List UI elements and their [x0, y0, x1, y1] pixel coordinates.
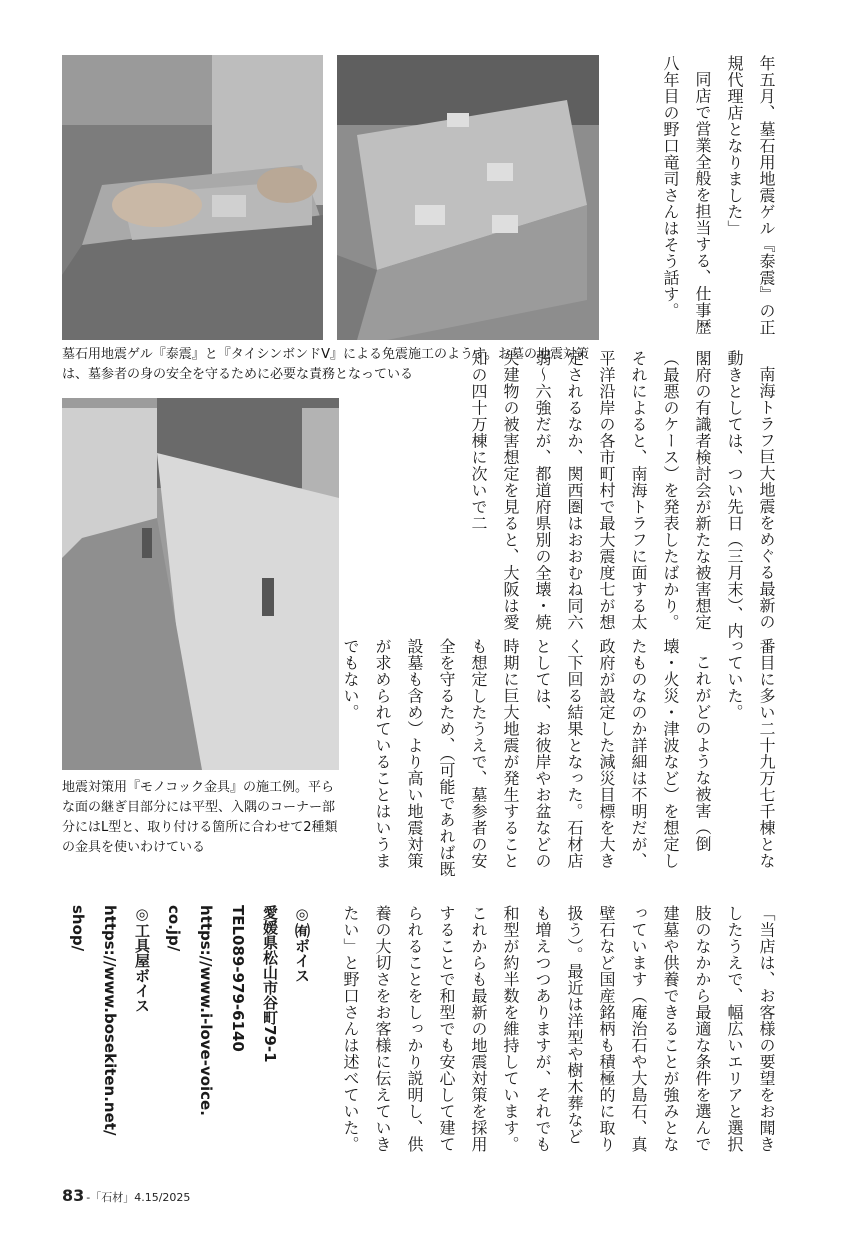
- shop-link-cont[interactable]: shop/: [69, 905, 87, 952]
- page-footer: [62, 1186, 190, 1205]
- phone-number: TEL089-979-6140: [229, 905, 247, 1052]
- paragraph: 年五月、墓石用地震ゲル『泰震』の正規代理店となりました」: [725, 55, 776, 336]
- address: 愛媛県松山市谷町79-1: [261, 905, 279, 1063]
- article-text-top: [604, 55, 782, 343]
- company-name: ◎㈲ボイス: [293, 905, 311, 983]
- website-link[interactable]: https://www.i-love-voice.: [197, 905, 215, 1116]
- paragraph: 南海トラフ巨大地震をめぐる最新の動きとしては、つい先日（三月末）、内閣府の有識者検討会が新たな被害想定（最悪のケース）を発表したばかり。それによると、南海トラフに面する太平洋沿岸の各市町村で最大震度七が想定されるなか、関西圏はおおむね同六弱〜六強だが、都道府県別の全壊・焼失建物の被害想定を見ると、大阪は愛知の四十万棟に次いで二: [469, 350, 776, 639]
- magazine-issue: -「石材」4.15/2025: [86, 1191, 191, 1204]
- contact-info: [62, 905, 318, 1155]
- photo-monocoque-fittings: [62, 398, 339, 770]
- article-text-middle: [350, 350, 782, 640]
- paragraph: これがどのような被害（倒壊・火災・津波など）を想定したものなのか詳細は不明だが、政府が設定した減災目標を大きく下回る結果となった。石材店としては、お彼岸やお盆などの時期に巨大地震が発生することも想定したうえで、墓参者の安全を守るため、（可能であれば既設墓も含め）より高い地震対策が求められていることはいうまでもない。: [341, 638, 712, 878]
- caption-photos-top: 墓石用地震ゲル『泰震』と『タイシンボンドV』による免震施工のようす。お墓の地震対策は、墓参者の身の安全を守るために必要な責務となっている: [62, 347, 590, 382]
- caption-photo-bottom: 地震対策用『モノコック金具』の施工例。平らな面の継ぎ目部分には平型、入隅のコーナー部分にはL型と、取り付ける箇所に合わせて2種類の金具を使いわけている: [62, 780, 338, 855]
- paragraph: 「当店は、お客様の要望をお聞きしたうえで、幅広いエリアと選択肢のなかから最適な条件を選んで建墓や供養できることが強みとなっています（庵治石や大島石、真壁石など国産銘柄も積極的に取り扱う）。最近は洋型や樹木葬なども増えつつありますが、それでも和型が約半数を維持しています。これからも最新の地震対策を採用することで和型でも安心して建てられることをしっかり説明し、供養の大切さをお客様に伝えていきたい」と野口さんは述べていた。: [341, 905, 776, 1153]
- article-text-bottom: [320, 905, 782, 1155]
- page-number: 83: [62, 1186, 85, 1205]
- paragraph: 番目に多い二十九万七千棟となっていた。: [725, 638, 776, 869]
- website-link-cont[interactable]: co.jp/: [165, 905, 183, 952]
- photo-granite-gel-pads: [337, 55, 599, 340]
- photo-granite-hands: [62, 55, 323, 340]
- paragraph: 同店で営業全般を担当する、仕事歴八年目の野口竜司さんはそう話す。: [661, 55, 712, 335]
- article-text-lower: [341, 638, 782, 878]
- shop-name: ◎工具屋ボイス: [133, 905, 151, 1013]
- shop-link[interactable]: https://www.bosekiten.net/: [101, 905, 119, 1136]
